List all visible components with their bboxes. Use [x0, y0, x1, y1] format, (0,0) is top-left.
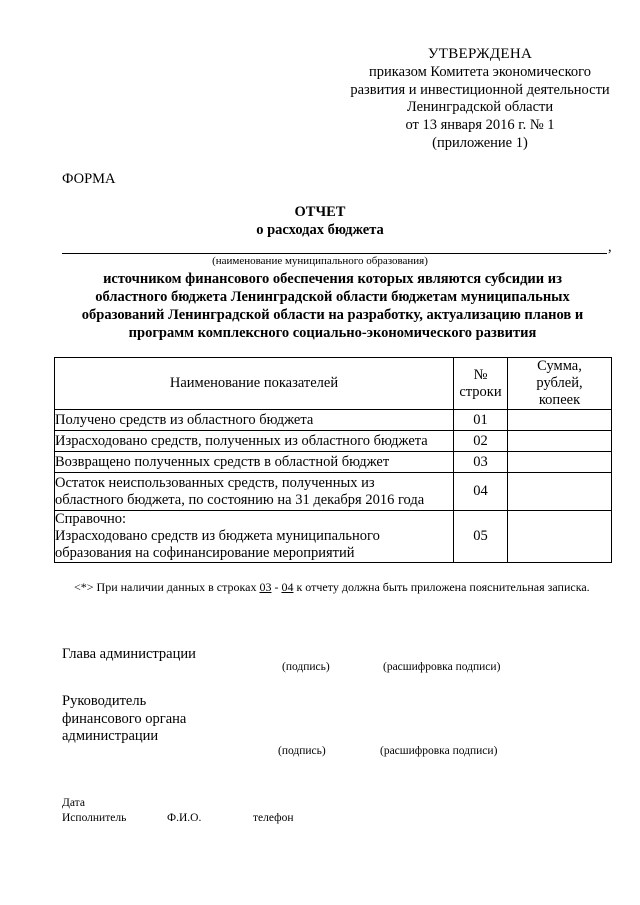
row-number: 05 — [454, 511, 508, 563]
row-name: Израсходовано средств, полученных из областного бюджета — [55, 431, 454, 452]
header-row-number — [454, 358, 508, 410]
finance-signature-caption: (подпись) — [278, 745, 326, 757]
fill-line-comma: , — [608, 239, 612, 255]
head-signature-caption: (подпись) — [282, 661, 330, 673]
row-name: Получено средств из областного бюджета — [55, 410, 454, 431]
description-line: источником финансового обеспечения которых являются субсидии из — [103, 271, 562, 287]
row-sum-cell[interactable] — [508, 452, 612, 473]
table-row — [55, 511, 612, 563]
table-row — [55, 452, 612, 473]
approval-block — [330, 46, 630, 153]
finance-decipher-caption: (расшифровка подписи) — [380, 745, 498, 757]
footnote-link-row-04[interactable]: 04 — [281, 580, 294, 594]
row-name-line: Справочно: — [55, 511, 127, 527]
header-sum-line: Сумма, — [537, 358, 582, 374]
finance-head-line: администрации — [62, 728, 159, 744]
footnote-separator: - — [271, 580, 282, 594]
row-number: 04 — [454, 473, 508, 511]
finance-head-line: Руководитель — [62, 693, 147, 709]
report-table — [54, 357, 612, 563]
table-header-row — [55, 358, 612, 410]
approval-appendix: (приложение 1) — [432, 134, 528, 151]
row-sum-cell[interactable] — [508, 410, 612, 431]
description-line: программ комплексного социально-экономического развития — [128, 325, 537, 341]
table-row — [55, 410, 612, 431]
header-indicator-name: Наименование показателей — [55, 358, 454, 410]
footnote-text: к отчету должна быть приложена пояснительная записка. — [293, 580, 590, 594]
header-sum — [508, 358, 612, 410]
approval-line: приказом Комитета экономического — [368, 63, 592, 80]
row-sum-cell[interactable] — [508, 431, 612, 452]
form-label: ФОРМА — [62, 171, 116, 187]
municipality-fill-line[interactable] — [62, 253, 607, 254]
table-row — [55, 473, 612, 511]
finance-head-label — [62, 693, 186, 746]
approval-line: развития и инвестиционной деятельности — [350, 81, 610, 98]
description-line: образований Ленинградской области на разработку, актуализацию планов и — [81, 307, 584, 323]
row-name-line: Остаток неиспользованных средств, полученных из — [55, 474, 375, 491]
header-row-number-line: № — [473, 366, 488, 383]
row-sum-cell[interactable] — [508, 511, 612, 563]
footnote-link-row-03[interactable]: 03 — [259, 580, 272, 594]
header-sum-line: копеек — [538, 392, 581, 408]
report-title: ОТЧЕТ — [294, 204, 346, 220]
head-decipher-caption: (расшифровка подписи) — [383, 661, 501, 673]
row-number: 02 — [454, 431, 508, 452]
date-label: Дата — [62, 797, 85, 809]
header-sum-line: рублей, — [536, 375, 583, 391]
phone-label: телефон — [253, 812, 294, 824]
footnote — [62, 579, 602, 595]
row-name-line: образования на софинансирование мероприятий — [55, 545, 355, 561]
row-name — [55, 473, 454, 511]
row-name-line: Израсходовано средств из бюджета муниципального — [55, 528, 380, 544]
row-number: 03 — [454, 452, 508, 473]
finance-head-line: финансового органа — [62, 710, 187, 727]
report-description — [60, 270, 605, 342]
report-subtitle: о расходах бюджета — [256, 222, 384, 238]
executor-label: Исполнитель — [62, 812, 127, 824]
approval-title: УТВЕРЖДЕНА — [427, 46, 533, 62]
row-name-line: областного бюджета, по состоянию на 31 декабря 2016 года — [55, 491, 425, 508]
fio-label: Ф.И.О. — [167, 812, 202, 824]
row-number: 01 — [454, 410, 508, 431]
description-line: областного бюджета Ленинградской области бюджетам муниципальных — [95, 289, 570, 305]
approval-date: от 13 января 2016 г. № 1 — [405, 117, 555, 134]
header-row-number-line: строки — [459, 383, 502, 400]
footnote-text: <*> При наличии данных в строках — [74, 580, 260, 594]
head-of-administration-label: Глава администрации — [62, 646, 196, 662]
row-name: Возвращено полученных средств в областной бюджет — [55, 452, 454, 473]
municipality-caption: (наименование муниципального образования) — [212, 255, 428, 267]
approval-line: Ленинградской области — [406, 99, 554, 116]
row-name — [55, 511, 454, 563]
table-row — [55, 431, 612, 452]
row-sum-cell[interactable] — [508, 473, 612, 511]
